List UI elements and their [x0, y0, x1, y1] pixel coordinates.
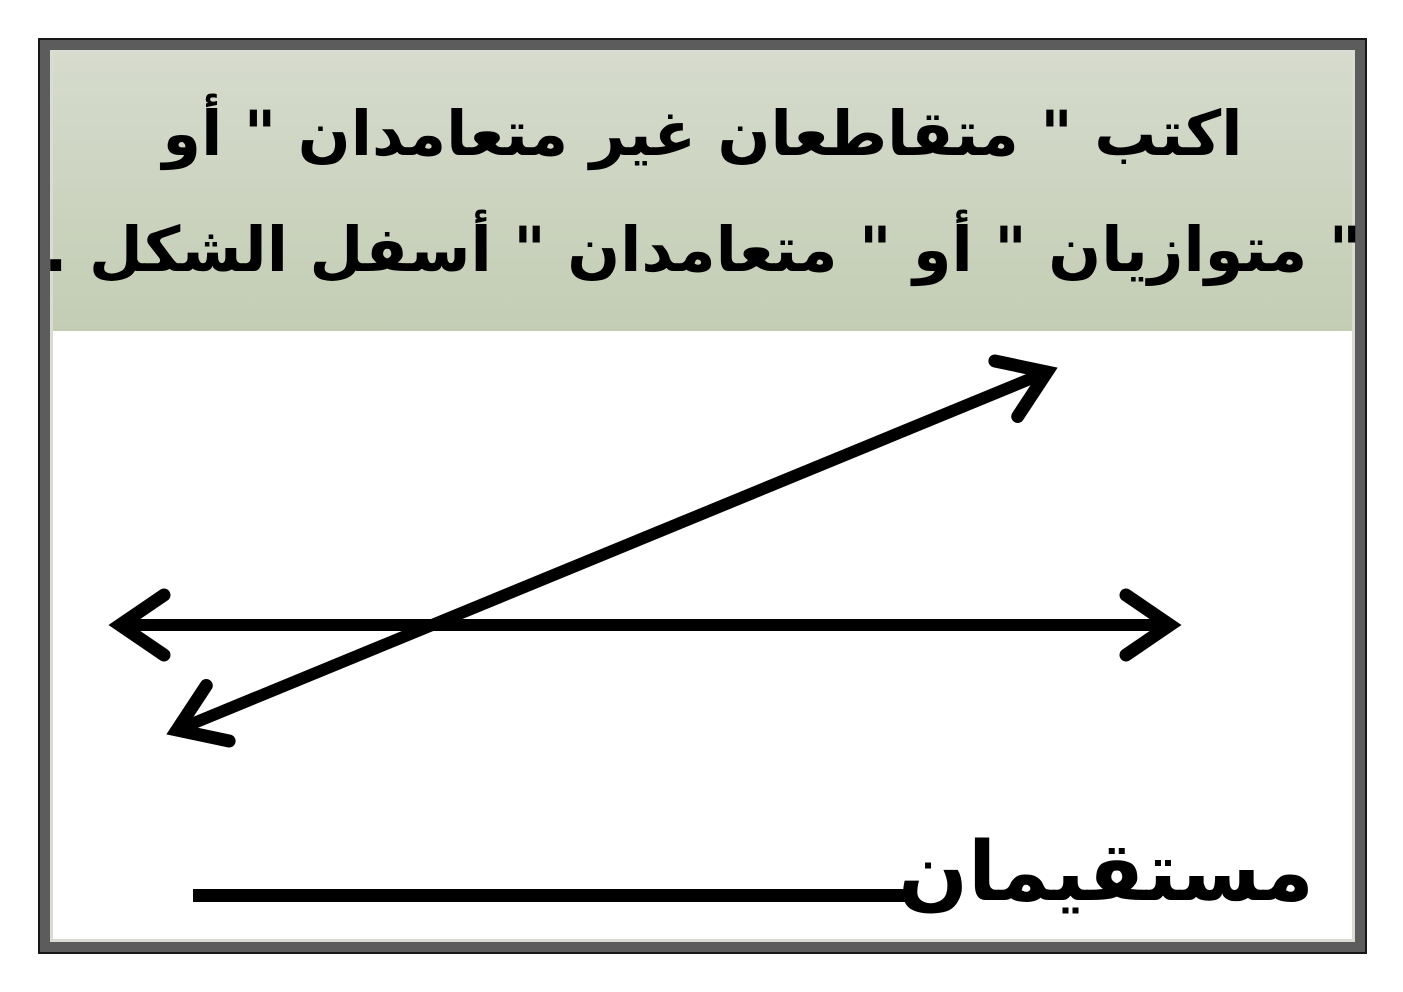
worksheet-frame-inner [43, 50, 1362, 942]
answer-word-label: مستقيمان [898, 825, 1314, 921]
instruction-line-2: " متوازيان " أو " متعامدان " أسفل الشكل . [43, 213, 1362, 286]
answer-blank-line [193, 889, 905, 902]
oblique-line [177, 372, 1047, 730]
instruction-line-1: اكتب " متقاطعان غير متعامدان " أو [162, 97, 1243, 170]
figure-area [53, 331, 1352, 939]
figure-lines-group [120, 372, 1170, 730]
worksheet-frame [40, 40, 1365, 952]
instruction-header [43, 53, 1362, 331]
